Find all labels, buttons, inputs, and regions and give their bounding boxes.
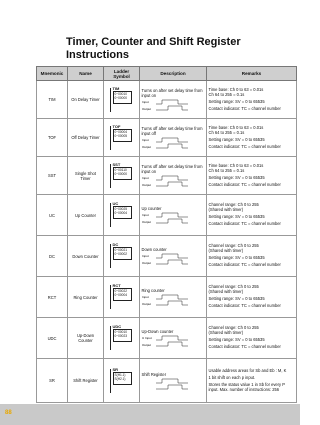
ladder-cell bbox=[104, 81, 140, 119]
remarks-cell bbox=[207, 359, 297, 403]
ladder-line-1: 0~00010 bbox=[114, 91, 127, 96]
output-waveform bbox=[156, 144, 188, 148]
ladder-cell bbox=[104, 318, 140, 359]
ladder-cell bbox=[104, 277, 140, 318]
ladder-name: UDC bbox=[112, 324, 122, 329]
wave-output-label: Output bbox=[141, 220, 151, 224]
ladder-line-2: 0~00000 bbox=[114, 171, 127, 176]
ladder-cell bbox=[104, 236, 140, 277]
remark-line-3: Contact indicator: TC = channel number bbox=[208, 262, 281, 267]
output-waveform bbox=[156, 106, 188, 110]
ladder-box bbox=[113, 288, 132, 301]
timing-diagram bbox=[142, 212, 190, 224]
remark-line-1: Usable address areas for Sb and Eb : M, K bbox=[208, 367, 287, 373]
description-cell bbox=[140, 277, 207, 318]
table-header-row bbox=[37, 67, 297, 81]
remark-line-2: Setting range: SV = 0 to 65535 bbox=[208, 255, 265, 260]
input-waveform bbox=[156, 138, 188, 142]
ladder-symbol bbox=[110, 124, 134, 152]
remark-line-1: Time base: Ch 0 to 63 = 0.01s Ch 64 to 255 = 0.1s bbox=[208, 124, 264, 135]
output-waveform bbox=[156, 342, 188, 346]
ladder-symbol bbox=[110, 324, 134, 352]
ladder-line-2: 0~00004 bbox=[114, 293, 127, 298]
ladder-line-2: S(H2.1) bbox=[114, 376, 126, 381]
wave-output-label: Output bbox=[141, 261, 151, 265]
description-cell bbox=[140, 157, 207, 195]
remark-line-2: Setting range: SV = 0 to 65535 bbox=[208, 174, 265, 180]
output-waveform bbox=[156, 385, 188, 389]
wave-input-label: Input bbox=[141, 100, 149, 104]
ladder-line-1: 0~00004 bbox=[114, 129, 127, 134]
input-waveform bbox=[156, 176, 188, 180]
ladder-symbol bbox=[110, 242, 134, 270]
timing-diagram bbox=[142, 99, 190, 111]
table-row bbox=[37, 81, 297, 119]
name-cell: Down Counter bbox=[68, 236, 104, 277]
col-description: Description bbox=[140, 67, 207, 81]
timing-diagram bbox=[142, 335, 190, 347]
ladder-cell bbox=[104, 157, 140, 195]
table-row bbox=[37, 277, 297, 318]
mnemonic-cell: TOF bbox=[37, 119, 68, 157]
wave-input-label: U Input bbox=[141, 336, 152, 340]
ladder-line-1: 0~00022 bbox=[114, 289, 127, 293]
ladder-rail bbox=[110, 88, 111, 112]
remark-line-3: Contact indicator: TC = channel number bbox=[208, 303, 281, 308]
ladder-name: TOF bbox=[112, 123, 121, 129]
instruction-table bbox=[36, 66, 297, 403]
remark-line-2: Setting range: SV = 0 to 65535 bbox=[208, 98, 265, 104]
ladder-line-2: 0~00005 bbox=[114, 133, 127, 138]
ladder-line-2: 0~00004 bbox=[114, 211, 127, 216]
wave-input-label: Input bbox=[141, 138, 149, 142]
remark-line-2: Setting range: SV = 0 to 65535 bbox=[208, 136, 265, 142]
ladder-name: DC bbox=[112, 242, 119, 247]
remark-line-2: Setting range: SV = 0 to 65535 bbox=[208, 337, 265, 342]
description-cell bbox=[140, 119, 207, 157]
output-waveform bbox=[156, 301, 188, 305]
timing-diagram bbox=[142, 175, 190, 187]
remark-line-3: Stores the status value 1 in Sb for every P input. Max. number of instructions: 256 bbox=[208, 381, 285, 392]
ladder-symbol bbox=[110, 367, 134, 395]
name-cell: Off Delay Timer bbox=[68, 119, 104, 157]
name-cell: On Delay Timer bbox=[68, 81, 104, 119]
ladder-box bbox=[113, 206, 132, 219]
timing-diagram bbox=[142, 137, 190, 149]
ladder-name: SST bbox=[112, 161, 121, 167]
ladder-rail bbox=[110, 164, 111, 188]
ladder-box bbox=[113, 247, 132, 260]
table-row bbox=[37, 318, 297, 359]
remarks-cell bbox=[207, 81, 297, 119]
remarks-cell bbox=[207, 277, 297, 318]
page-title bbox=[66, 36, 241, 62]
ladder-line-1: 0~00025 bbox=[114, 207, 127, 211]
wave-output-label: Output bbox=[141, 343, 151, 347]
mnemonic-cell: UDC bbox=[37, 318, 68, 359]
description-text: Turns off after set delay time from input on bbox=[141, 164, 203, 174]
ladder-symbol bbox=[110, 201, 134, 229]
ladder-symbol bbox=[110, 86, 134, 114]
ladder-line-1: S(H1.1) bbox=[114, 372, 126, 377]
ladder-rail bbox=[110, 369, 111, 393]
description-text: Turns on after set delay time from input on bbox=[141, 88, 203, 98]
input-waveform bbox=[156, 295, 188, 299]
output-waveform bbox=[156, 219, 188, 223]
remark-line-1: Channel range: Ch 0 to 255 (Shared with timer) bbox=[208, 202, 259, 212]
remarks-cell bbox=[207, 157, 297, 195]
ladder-rail bbox=[110, 244, 111, 268]
title-line-2: Instructions bbox=[66, 49, 129, 61]
ladder-symbol bbox=[110, 162, 134, 190]
output-waveform bbox=[156, 260, 188, 264]
input-waveform bbox=[156, 336, 188, 340]
ladder-cell bbox=[104, 359, 140, 403]
mnemonic-cell: SST bbox=[37, 157, 68, 195]
remark-line-1: Channel range: Ch 0 to 255 (Shared with timer) bbox=[208, 325, 259, 335]
description-cell bbox=[140, 195, 207, 236]
timing-diagram bbox=[142, 378, 190, 390]
ladder-line-2: 0~00000 bbox=[114, 95, 127, 100]
remark-line-2: 1 bit shift on each p input. bbox=[208, 374, 256, 380]
name-cell: Shift Register bbox=[68, 359, 104, 403]
ladder-rail bbox=[110, 326, 111, 350]
wave-output-label: Output bbox=[141, 302, 151, 306]
wave-input-label: Input bbox=[141, 213, 149, 217]
remarks-cell bbox=[207, 236, 297, 277]
description-text: Turns off after set delay time from input off bbox=[141, 126, 203, 136]
name-cell: Single Shot Timer bbox=[68, 157, 104, 195]
wave-output-label: Output bbox=[141, 145, 151, 149]
input-waveform bbox=[156, 100, 188, 104]
footer-bar bbox=[0, 404, 300, 425]
wave-input-label: Input bbox=[141, 295, 149, 299]
col-remarks: Remarks bbox=[207, 67, 297, 81]
remark-line-3: Contact indicator: TC = channel number bbox=[208, 143, 281, 149]
ladder-line-1: 0~00110 bbox=[114, 167, 127, 172]
mnemonic-cell: TIM bbox=[37, 81, 68, 119]
ladder-rail bbox=[110, 126, 111, 150]
timing-diagram bbox=[142, 253, 190, 265]
timing-diagram bbox=[142, 294, 190, 306]
description-text: Down counter bbox=[141, 247, 167, 252]
ladder-rail bbox=[110, 285, 111, 309]
description-text: Up-Down counter bbox=[141, 329, 174, 334]
description-cell bbox=[140, 359, 207, 403]
ladder-symbol bbox=[110, 283, 134, 311]
remark-line-2: Setting range: SV = 0 to 65535 bbox=[208, 214, 265, 219]
table-row bbox=[37, 236, 297, 277]
remark-line-1: Channel range: Ch 0 to 255 (Shared with timer) bbox=[208, 284, 259, 294]
description-cell bbox=[140, 318, 207, 359]
ladder-line-1: 0~00010 bbox=[114, 330, 127, 334]
input-waveform bbox=[156, 213, 188, 217]
mnemonic-cell: DC bbox=[37, 236, 68, 277]
wave-input-label: Input bbox=[141, 176, 149, 180]
wave-output-label: Output bbox=[141, 107, 151, 111]
ladder-box bbox=[113, 129, 132, 142]
remarks-cell bbox=[207, 318, 297, 359]
ladder-box bbox=[113, 329, 132, 342]
description-text: Shift Register bbox=[141, 371, 167, 377]
output-waveform bbox=[156, 182, 188, 186]
mnemonic-cell: SR bbox=[37, 359, 68, 403]
col-ladder: Ladder Symbol bbox=[104, 67, 140, 81]
ladder-line-1: 0~00021 bbox=[114, 248, 127, 252]
remark-line-1: Time base: Ch 0 to 63 = 0.01s Ch 64 to 255 = 0.1s bbox=[208, 86, 264, 97]
remark-line-3: Contact indicator: TC = channel number bbox=[208, 221, 281, 226]
input-waveform bbox=[156, 379, 188, 383]
page-number: 88 bbox=[5, 410, 12, 416]
ladder-rail bbox=[110, 203, 111, 227]
table-row bbox=[37, 195, 297, 236]
ladder-box bbox=[113, 91, 132, 104]
remarks-cell bbox=[207, 195, 297, 236]
remark-line-3: Contact indicator: TC = channel number bbox=[208, 105, 281, 111]
table-row bbox=[37, 359, 297, 403]
remark-line-3: Contact indicator: TC = channel number bbox=[208, 181, 281, 187]
ladder-cell bbox=[104, 119, 140, 157]
description-text: Ring counter bbox=[141, 288, 165, 293]
name-cell: Ring Counter bbox=[68, 277, 104, 318]
mnemonic-cell: UC bbox=[37, 195, 68, 236]
remark-line-1: Channel range: Ch 0 to 255 (Shared with timer) bbox=[208, 243, 259, 253]
table-row bbox=[37, 119, 297, 157]
description-text: Up counter bbox=[141, 206, 162, 211]
description-cell bbox=[140, 236, 207, 277]
description-cell bbox=[140, 81, 207, 119]
mnemonic-cell: RCT bbox=[37, 277, 68, 318]
ladder-name: TIM bbox=[112, 85, 120, 91]
ladder-box bbox=[113, 167, 132, 180]
col-mnemonic: Mnemonic bbox=[37, 67, 68, 81]
ladder-name: UC bbox=[112, 201, 119, 206]
ladder-box bbox=[113, 372, 132, 385]
ladder-line-2: 0~00023 bbox=[114, 334, 127, 339]
input-waveform bbox=[156, 254, 188, 258]
name-cell: Up-Down Counter bbox=[68, 318, 104, 359]
title-line-1: Timer, Counter and Shift Register bbox=[66, 36, 241, 48]
remark-line-3: Contact indicator: TC = channel number bbox=[208, 344, 281, 349]
table-row bbox=[37, 157, 297, 195]
ladder-name: RCT bbox=[112, 283, 121, 288]
ladder-cell bbox=[104, 195, 140, 236]
wave-input-label: Input bbox=[141, 254, 149, 258]
remark-line-2: Setting range: SV = 0 to 65535 bbox=[208, 296, 265, 301]
wave-output-label: Output bbox=[141, 183, 151, 187]
remarks-cell bbox=[207, 119, 297, 157]
ladder-name: SR bbox=[112, 366, 119, 372]
name-cell: Up Counter bbox=[68, 195, 104, 236]
col-name: Name bbox=[68, 67, 104, 81]
ladder-line-2: 0~00002 bbox=[114, 252, 127, 257]
remark-line-1: Time base: Ch 0 to 63 = 0.01s Ch 64 to 255 = 0.1s bbox=[208, 162, 264, 173]
